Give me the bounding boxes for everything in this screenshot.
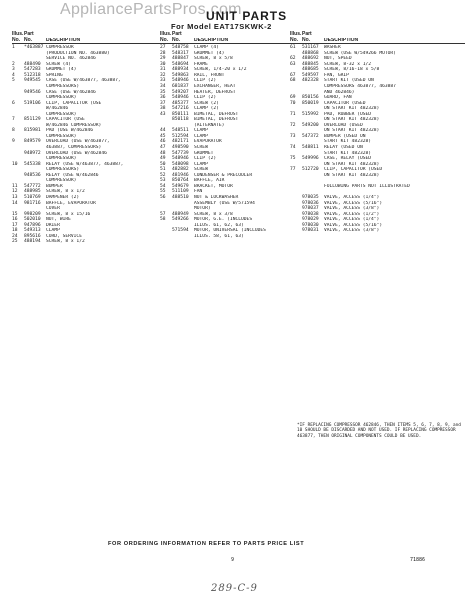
- part-number: 981716: [24, 200, 41, 206]
- part-number: 948972: [24, 150, 41, 156]
- header-description: DESCRIPTION: [194, 37, 229, 43]
- part-number: 548317: [172, 50, 189, 56]
- part-number: 512720: [302, 167, 319, 173]
- illus-number: 75: [290, 156, 296, 162]
- part-number: 571594: [172, 228, 189, 234]
- illus-number: 14: [12, 200, 18, 206]
- part-description: CLIP, CAPACITOR (USE: [46, 100, 102, 106]
- part-description: NUT, SPEED: [324, 56, 352, 62]
- part-number: *463887: [24, 45, 44, 51]
- part-number: 488194: [24, 239, 41, 245]
- illus-number: 72: [290, 122, 296, 128]
- part-description: ON START KIT 482328): [324, 117, 380, 123]
- part-description: COVER: [46, 206, 60, 212]
- part-description: MOTOR, G.E. (INCLUDES: [194, 217, 253, 223]
- part-number: 549679: [172, 183, 189, 189]
- part-number: 488490: [24, 61, 41, 67]
- part-description: CORD, SERVICE: [46, 233, 82, 239]
- illus-number: 8: [12, 128, 15, 134]
- illus-number: 4: [12, 72, 15, 78]
- part-description: RELAY (USE W/463877, 463887,: [46, 161, 124, 167]
- illus-number: 38: [160, 106, 166, 112]
- illus-number: 17: [12, 222, 18, 228]
- header-illus-no: No.: [290, 36, 299, 43]
- illus-number: 7: [12, 117, 15, 123]
- ordering-footer: FOR ORDERING INFORMATION REFER TO PARTS PRICE LIST: [108, 541, 305, 547]
- illus-number: 50: [160, 161, 166, 167]
- part-number: 548098: [172, 161, 189, 167]
- part-number: 851129: [24, 117, 41, 123]
- part-description: VALVE, ACCESS (5/16"): [324, 222, 383, 228]
- illus-number: 1: [12, 45, 15, 51]
- part-description: RELAY (USED ON: [324, 145, 363, 151]
- illus-number: 71: [290, 111, 296, 117]
- parts-row: [12, 239, 160, 245]
- part-description: SCREW, 8 x 3/8: [194, 211, 233, 217]
- part-description: VALVE, ACCESS (1/4"): [324, 217, 380, 223]
- part-description: SCREW, 8-32 x 1/2: [324, 61, 372, 67]
- header-illus: Illus.: [12, 31, 24, 37]
- part-description: AND 462846): [324, 89, 355, 95]
- illus-number: [160, 234, 172, 240]
- header-description: DESCRIPTION: [324, 37, 359, 43]
- part-description: ON START KIT 482328): [324, 128, 380, 134]
- part-description: COMPRESSOR): [46, 111, 77, 117]
- part-number: 978037: [302, 206, 319, 212]
- illus-number: 33: [160, 78, 166, 84]
- illus-number: 12: [12, 189, 18, 195]
- part-description: ILLUS. 61, 62, 63): [194, 222, 244, 228]
- parts-row: [160, 234, 292, 240]
- part-description: SCREW, 1/4-20 x 1/2: [194, 67, 247, 73]
- part-description: COMPRESSOR): [46, 95, 77, 101]
- illus-number: 9: [12, 139, 15, 145]
- part-number: 681837: [172, 84, 189, 90]
- illus-number: 55: [160, 189, 166, 195]
- illus-number: 18: [12, 228, 18, 234]
- document-code: 71886: [410, 557, 426, 563]
- part-description: SCREW (2): [194, 100, 219, 106]
- part-description: ILLUS. 58, 61, 63): [194, 233, 244, 239]
- illus-number: 58: [160, 217, 166, 223]
- illus-number: 3: [12, 67, 15, 73]
- illus-number: 63: [290, 61, 296, 67]
- part-description: GROMMET: [194, 150, 214, 156]
- parts-column-2: [160, 32, 292, 239]
- part-description: VALVE, ACCESS (3/8"): [324, 206, 380, 212]
- part-description: PAD, RUBBER (USED: [324, 111, 372, 117]
- illus-number: 34: [160, 84, 166, 90]
- part-number: 978029: [302, 217, 319, 223]
- part-number: 488510: [172, 194, 189, 200]
- part-description: VALVE, ACCESS (5/16"): [324, 200, 383, 206]
- part-description: (PRODUCTION NO. 463880): [46, 50, 110, 56]
- part-description: HEATER, DEFROST: [194, 89, 236, 95]
- part-description: SCREW, 8 x 5/8: [194, 56, 233, 62]
- part-number: 488692: [302, 56, 319, 62]
- part-description: START KIT 482328): [324, 150, 372, 156]
- part-description: ON START KIT 482328): [324, 172, 380, 178]
- part-number: 947896: [24, 222, 41, 228]
- part-description: BIMETAL, DEFROST: [194, 117, 239, 123]
- part-number: 978035: [302, 194, 319, 200]
- part-number: 482882: [172, 167, 189, 173]
- illus-number: 48: [160, 150, 166, 156]
- part-number: 488934: [172, 67, 189, 73]
- illus-number: 69: [290, 95, 296, 101]
- illus-number: 62: [290, 56, 296, 62]
- part-number: 949546: [24, 89, 41, 95]
- part-description: BIMETAL, DEFROST: [194, 111, 239, 117]
- illus-number: 51: [160, 167, 166, 173]
- illus-number: 32: [160, 72, 166, 78]
- part-description: COMPRESSORS 463877, 463887: [324, 84, 396, 90]
- part-description: CONDENSER & PRECOOLER: [194, 172, 253, 178]
- part-description: FRAME: [194, 61, 208, 67]
- illus-number: 45: [160, 133, 166, 139]
- part-description: CLAMP: [194, 128, 208, 134]
- illus-number: 25: [12, 239, 18, 245]
- part-number: 850156: [302, 95, 319, 101]
- part-description: SCREW: [194, 167, 208, 173]
- illus-number: 54: [160, 183, 166, 189]
- part-description: CLAMP: [46, 228, 60, 234]
- part-description: OVERLOAD (USE W/463877,: [46, 139, 110, 145]
- part-description: BUMPER (USED ON: [324, 133, 366, 139]
- illus-number: 29: [160, 56, 166, 62]
- illus-number: 10: [12, 161, 18, 167]
- part-description: BAFFLE, EVAPORATOR: [46, 200, 96, 206]
- part-number: 545338: [24, 161, 41, 167]
- part-number: 978038: [302, 211, 319, 217]
- part-number: 549207: [172, 89, 189, 95]
- part-description: EVAPORATOR: [194, 139, 222, 145]
- part-number: 488845: [302, 61, 319, 67]
- part-description: GUARD, FAN: [324, 95, 352, 101]
- column-header-bottom: [290, 38, 465, 45]
- part-description: OVERLOAD (USED: [324, 122, 363, 128]
- part-number: 548758: [172, 45, 189, 51]
- part-number: 519106: [24, 100, 41, 106]
- illus-number: 43: [160, 111, 166, 117]
- illus-number: 5: [12, 78, 15, 84]
- part-description: COMPRESSOR): [46, 133, 77, 139]
- part-number: 548511: [172, 128, 189, 134]
- part-number: 549597: [302, 72, 319, 78]
- part-number: [172, 234, 194, 240]
- part-description: COMPRESSOR: [46, 45, 74, 51]
- part-description: W/462846 COMPRESSOR): [46, 122, 102, 128]
- part-number: 948536: [24, 172, 41, 178]
- part-description: ASSEMBLY (USE W/571594: [194, 200, 255, 206]
- page-number: 9: [231, 557, 235, 563]
- part-description: SCREW, 8 x 15/16: [46, 211, 91, 217]
- part-description: EXCHANGER, HEAT: [194, 84, 236, 90]
- part-description: CLAMP: [194, 133, 208, 139]
- part-description: FAN, GRIP: [324, 72, 349, 78]
- header-part-no: No.: [302, 36, 311, 43]
- part-number: 511109: [172, 189, 189, 195]
- part-number: 512594: [172, 133, 189, 139]
- part-description: WASHER: [324, 45, 341, 51]
- part-number: 488985: [24, 189, 41, 195]
- part-number: 485377: [172, 100, 189, 106]
- part-description: SPRING: [46, 72, 63, 78]
- part-number: 548811: [302, 145, 319, 151]
- part-description: SCREW, 8 x 1/2: [46, 189, 85, 195]
- column-header-bottom: [12, 38, 160, 45]
- illus-number: 77: [290, 167, 296, 173]
- part-description: SCREW, 8 x 1/2: [46, 239, 85, 245]
- header-description: DESCRIPTION: [46, 37, 81, 43]
- part-description: NUT, WIRE: [46, 217, 71, 223]
- part-description: 463887, COMPRESSORS): [46, 145, 102, 151]
- illus-number: 46: [160, 139, 166, 145]
- watermark: AppliancePartsPros.com: [60, 1, 242, 18]
- part-description: COMPRESSOR): [46, 178, 77, 184]
- illus-number: 49: [160, 156, 166, 162]
- part-number: 998209: [24, 211, 41, 217]
- part-number: 548694: [172, 61, 189, 67]
- part-number: 549996: [302, 156, 319, 162]
- part-number: 481946: [172, 172, 189, 178]
- part-description: COMPRESSORS): [46, 167, 80, 173]
- part-description: SERVICE NO. 462846: [46, 56, 96, 62]
- part-description: DRIER: [46, 222, 60, 228]
- part-number: 498590: [172, 145, 189, 151]
- part-description: START KIT 482328): [324, 139, 372, 145]
- parts-column-3: [290, 32, 465, 234]
- part-description: VALVE, ACCESS (1/4"): [324, 194, 380, 200]
- part-number: 549266: [172, 217, 189, 223]
- part-description: CLAMP (2): [194, 106, 219, 112]
- part-description: CLAMP: [194, 161, 208, 167]
- part-description: CLIP (2): [194, 95, 217, 101]
- part-description: ON START KIT 482328): [324, 161, 380, 167]
- part-description: START KIT (USED ON: [324, 78, 374, 84]
- part-number: 510769: [24, 194, 41, 200]
- part-number: 815981: [24, 128, 41, 134]
- illus-number: 24: [12, 233, 18, 239]
- part-description: CASE, RELAY (USED: [324, 156, 372, 162]
- part-description: BUMPER: [46, 183, 63, 189]
- part-description: CASE (USE W/463877, 463887,: [46, 78, 121, 84]
- part-number: 547216: [172, 106, 189, 112]
- part-number: 547739: [172, 150, 189, 156]
- part-description: SCREW, 8/16-18 x 5/8: [324, 67, 380, 73]
- part-number: 548946: [172, 78, 189, 84]
- part-description: CLIP (2): [194, 156, 217, 162]
- part-description: OVERLOAD (USE W/462846: [46, 150, 107, 156]
- part-description: ON START KIT 482328): [324, 106, 380, 112]
- part-number: 547372: [302, 133, 319, 139]
- part-number: 850764: [172, 178, 189, 184]
- illus-number: 44: [160, 128, 166, 134]
- header-part-no: No.: [172, 36, 181, 43]
- part-number: 978031: [302, 228, 319, 234]
- header-part: Part: [172, 31, 182, 37]
- illus-number: 73: [290, 133, 296, 139]
- illus-number: 6: [12, 100, 15, 106]
- parts-column-1: [12, 32, 160, 245]
- part-description: NUT & LOCKWASHER: [194, 194, 239, 200]
- part-number: 850111: [172, 111, 189, 117]
- part-description: COMPRESSOR): [46, 156, 77, 162]
- header-illus: Illus.: [160, 31, 172, 37]
- part-number: 849579: [24, 139, 41, 145]
- part-number: 482328: [302, 78, 319, 84]
- illus-number: 2: [12, 61, 15, 67]
- page-title: UNIT PARTS: [206, 9, 288, 23]
- illus-number: 13: [12, 194, 18, 200]
- illus-number: 28: [160, 50, 166, 56]
- parts-row: [290, 228, 465, 234]
- part-description: VALVE, ACCESS (3/8"): [324, 228, 380, 234]
- part-number: 515992: [302, 111, 319, 117]
- illus-number: 27: [160, 45, 166, 51]
- illus-number: 47: [160, 145, 166, 151]
- part-description: GROMMET (4): [194, 50, 225, 56]
- part-number: 502010: [24, 217, 41, 223]
- illus-number: 36: [160, 95, 166, 101]
- part-description: CAPACITOR (USE: [46, 117, 85, 123]
- part-description: FAN: [194, 189, 203, 195]
- header-illus-no: No.: [12, 36, 21, 43]
- illus-number: 61: [290, 45, 296, 51]
- part-number: 895616: [24, 233, 41, 239]
- part-description: RAIL, FRONT: [194, 72, 225, 78]
- header-part: Part: [302, 31, 312, 37]
- part-description: W/462846: [46, 106, 69, 112]
- illus-number: 30: [160, 61, 166, 67]
- part-description: CLIP, CAPACITOR (USED: [324, 167, 383, 173]
- illus-number: 52: [160, 172, 166, 178]
- part-number: 547283: [24, 67, 41, 73]
- part-description: GROMMET (4): [46, 67, 77, 73]
- illus-number: 35: [160, 89, 166, 95]
- column-header-bottom: [160, 38, 292, 45]
- part-description: MOTOR, UNIVERSAL (INCLUDES: [194, 228, 266, 234]
- part-description: SCREW: [194, 145, 208, 151]
- part-number: 512318: [24, 72, 41, 78]
- part-number: 548946: [172, 156, 189, 162]
- illus-number: 53: [160, 178, 166, 184]
- illus-number: [290, 228, 302, 234]
- part-description: CLIP (2): [194, 78, 217, 84]
- part-number: 549313: [24, 228, 41, 234]
- part-number: 978030: [302, 222, 319, 228]
- part-description: PAD (USE W/462846: [46, 128, 94, 134]
- header-illus: Illus.: [290, 31, 302, 37]
- illus-number: 37: [160, 100, 166, 106]
- illus-number: 16: [12, 217, 18, 223]
- part-number: 549200: [302, 122, 319, 128]
- header-part: Part: [24, 31, 34, 37]
- part-number: 482171: [172, 139, 189, 145]
- part-number: 531167: [302, 45, 319, 51]
- part-description: (ALTERNATE): [194, 122, 225, 128]
- illus-number: 15: [12, 211, 18, 217]
- part-number: 488847: [172, 56, 189, 62]
- part-description: DAMPENER (2): [46, 194, 80, 200]
- part-description: RELAY (USE W/462846: [46, 172, 99, 178]
- part-number: 547772: [24, 183, 41, 189]
- part-number: 488949: [172, 211, 189, 217]
- part-number: 549863: [172, 72, 189, 78]
- part-number: 978036: [302, 200, 319, 206]
- part-number: 949545: [24, 78, 41, 84]
- illus-number: 67: [290, 72, 296, 78]
- part-description: SCREW (4): [46, 61, 71, 67]
- handwritten-code: 289-C-9: [211, 583, 258, 594]
- part-number: 488868: [302, 50, 319, 56]
- part-description: VALVE, ACCESS (1/2"): [324, 211, 380, 217]
- illus-number: 68: [290, 78, 296, 84]
- part-description: CLAMP (4): [194, 45, 219, 51]
- part-number: 548946: [172, 95, 189, 101]
- illus-number: 11: [12, 183, 18, 189]
- illus-number: 31: [160, 67, 166, 73]
- part-description: BAFFLE, AIR: [194, 178, 225, 184]
- part-description: MOTOR): [194, 206, 211, 212]
- part-number: 488685: [302, 67, 319, 73]
- header-part-no: No.: [24, 36, 33, 43]
- part-description: BRACKET, MOTOR: [194, 183, 233, 189]
- illus-number: 56: [160, 194, 166, 200]
- illus-number: 57: [160, 211, 166, 217]
- part-description: CAPACITOR (USED: [324, 100, 366, 106]
- replacement-notes: *IF REPLACING COMPRESSOR 462846, THEN ITEMS 5, 6, 7, 8, 9, and 10 SHOULD BE DISCARDED AND NOT USED. IF REPLACING COMPRESSOR 463877, THEN ORIGINAL COMPONENTS COULD BE USED.: [297, 423, 461, 439]
- illus-number: 70: [290, 100, 296, 106]
- part-number: 850019: [302, 100, 319, 106]
- illus-number: 74: [290, 145, 296, 151]
- model-subtitle: For Model EAT17SKWK-2: [171, 22, 272, 31]
- part-description: FOLLOWING PARTS NOT ILLUSTRATED: [324, 183, 410, 189]
- part-description: CASE (USE W/462846: [46, 89, 96, 95]
- part-description: COMPRESSORS): [46, 84, 80, 90]
- part-number: 850118: [172, 117, 189, 123]
- header-illus-no: No.: [160, 36, 169, 43]
- part-description: SCREW (USE W/549266 MOTOR): [324, 50, 396, 56]
